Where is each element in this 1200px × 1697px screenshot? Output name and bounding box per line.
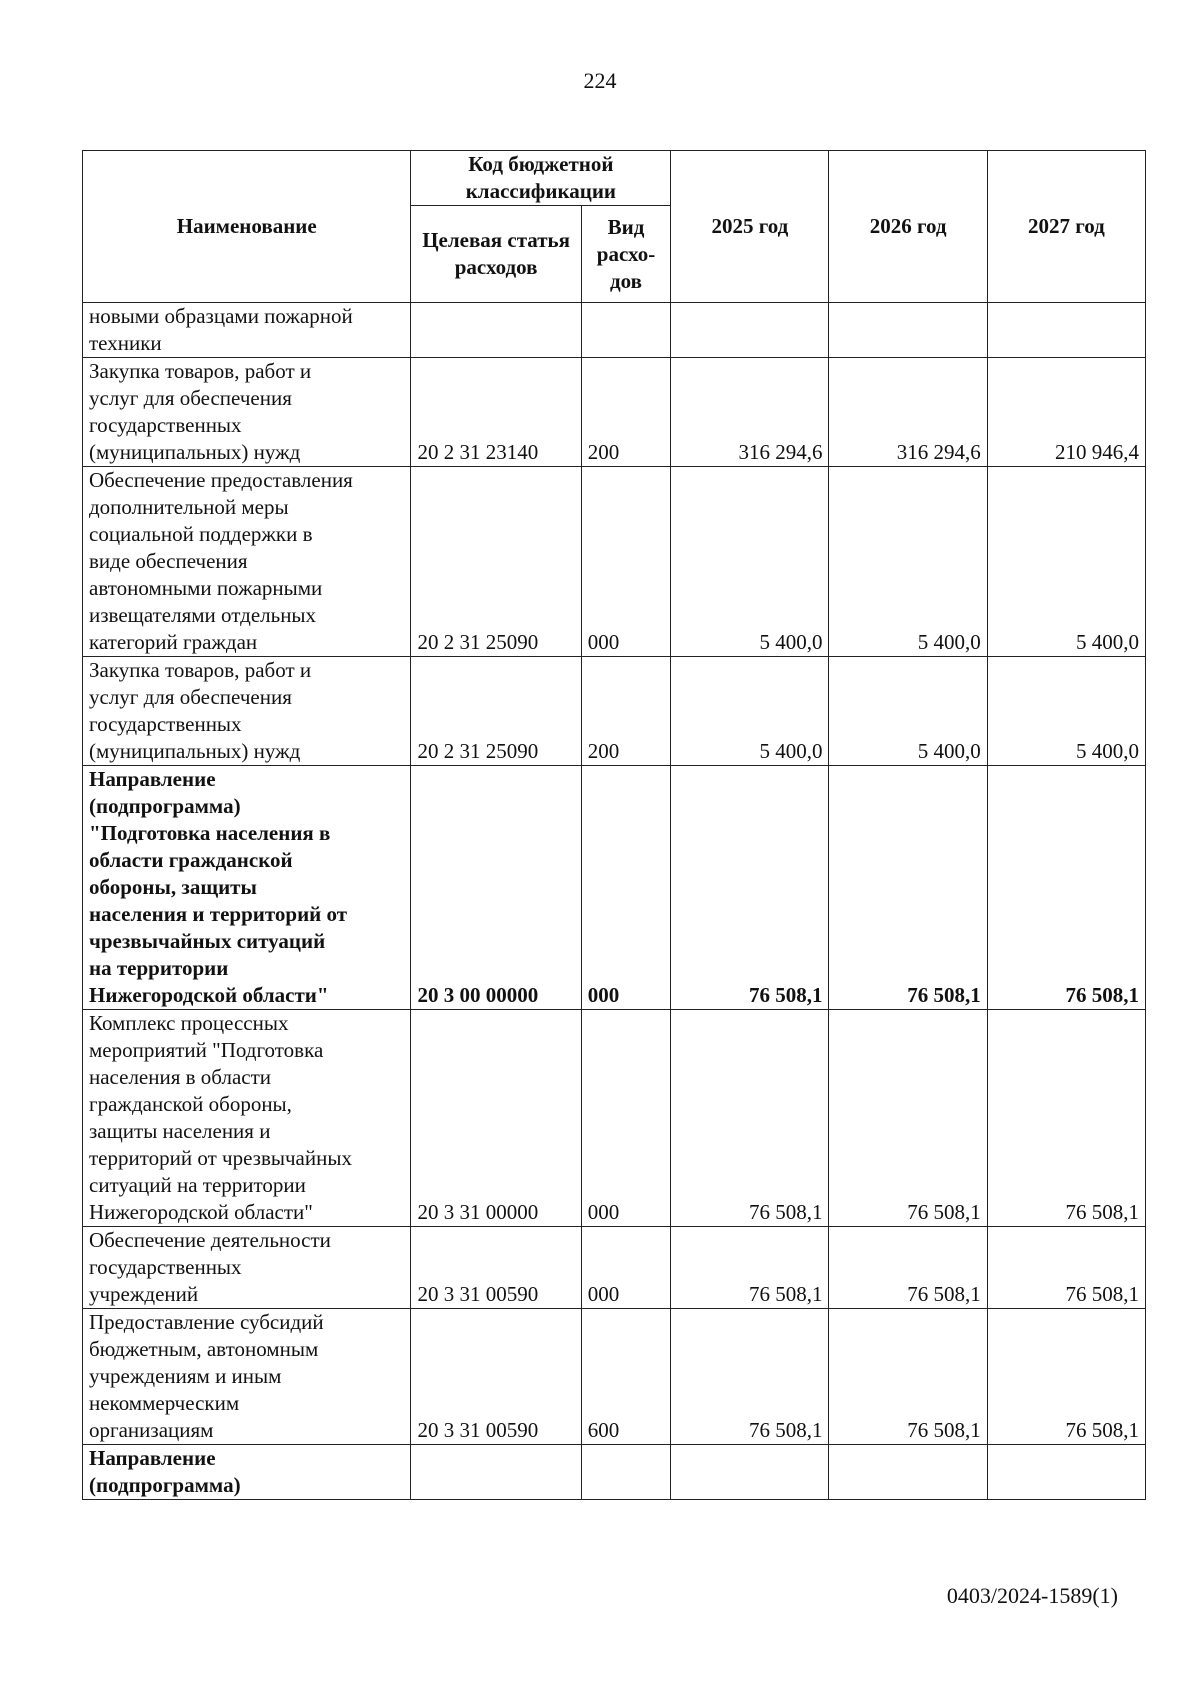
table-row [83, 766, 1146, 1010]
row-2025-value-cell: 316 294,6 [671, 358, 829, 467]
row-name-cell: новыми образцами пожарной техники [83, 303, 411, 358]
row-2025-value-cell: 76 508,1 [671, 1309, 829, 1445]
table-row [83, 1309, 1146, 1445]
row-2026-value-cell: 76 508,1 [829, 766, 987, 1010]
row-2025-value-cell: 5 400,0 [671, 467, 829, 657]
table-row [83, 1227, 1146, 1309]
table-row [83, 657, 1146, 766]
header-2027: 2027 год [987, 151, 1145, 303]
budget-table [82, 150, 1146, 1500]
row-expense-type-cell: 000 [581, 766, 671, 1010]
row-expense-type-cell: 000 [581, 467, 671, 657]
row-2026-value-cell: 76 508,1 [829, 1010, 987, 1227]
header-2026: 2026 год [829, 151, 987, 303]
row-2025-value-cell [671, 303, 829, 358]
table-row [83, 358, 1146, 467]
row-2026-value-cell: 5 400,0 [829, 467, 987, 657]
row-2025-value-cell: 76 508,1 [671, 1227, 829, 1309]
row-2027-value-cell: 76 508,1 [987, 766, 1145, 1010]
row-2026-value-cell: 5 400,0 [829, 657, 987, 766]
row-name-cell: Закупка товаров, работ и услуг для обеспечения государственных (муниципальных) нужд [83, 657, 411, 766]
row-2027-value-cell [987, 1445, 1145, 1500]
table-row [83, 467, 1146, 657]
row-expense-type-cell: 600 [581, 1309, 671, 1445]
header-expense-type: Вид расхо-дов [581, 206, 671, 303]
header-2025: 2025 год [671, 151, 829, 303]
row-name-cell: Направление (подпрограмма) "Подготовка населения в области гражданской обороны, защиты населения и территорий от чрезвычайных ситуаций на территории Нижегородской области" [83, 766, 411, 1010]
row-target-code-cell: 20 3 31 00590 [411, 1227, 581, 1309]
row-target-code-cell: 20 2 31 25090 [411, 657, 581, 766]
header-target-article: Целевая статья расходов [411, 206, 581, 303]
row-expense-type-cell: 200 [581, 657, 671, 766]
row-2026-value-cell: 76 508,1 [829, 1227, 987, 1309]
row-target-code-cell: 20 2 31 23140 [411, 358, 581, 467]
document-code: 0403/2024-1589(1) [946, 1583, 1118, 1608]
row-target-code-cell: 20 3 31 00000 [411, 1010, 581, 1227]
row-expense-type-cell: 000 [581, 1227, 671, 1309]
header-name: Наименование [83, 151, 411, 303]
row-2025-value-cell: 5 400,0 [671, 657, 829, 766]
table-row [83, 1010, 1146, 1227]
row-2026-value-cell: 76 508,1 [829, 1309, 987, 1445]
row-2026-value-cell [829, 303, 987, 358]
row-2027-value-cell: 5 400,0 [987, 467, 1145, 657]
row-2025-value-cell: 76 508,1 [671, 1010, 829, 1227]
row-target-code-cell [411, 303, 581, 358]
row-name-cell: Предоставление субсидий бюджетным, автономным учреждениям и иным некоммерческим организациям [83, 1309, 411, 1445]
row-name-cell: Направление (подпрограмма) [83, 1445, 411, 1500]
header-kbk: Код бюджетной классификации [411, 151, 671, 206]
page-number: 224 [583, 68, 617, 93]
row-2027-value-cell: 76 508,1 [987, 1309, 1145, 1445]
row-target-code-cell: 20 3 31 00590 [411, 1309, 581, 1445]
row-2027-value-cell: 76 508,1 [987, 1227, 1145, 1309]
row-2025-value-cell [671, 1445, 829, 1500]
row-name-cell: Комплекс процессных мероприятий "Подготовка населения в области гражданской обороны, защиты населения и территорий от чрезвычайных ситуаций на территории Нижегородской области" [83, 1010, 411, 1227]
row-target-code-cell: 20 3 00 00000 [411, 766, 581, 1010]
row-target-code-cell: 20 2 31 25090 [411, 467, 581, 657]
row-target-code-cell [411, 1445, 581, 1500]
table-row [83, 303, 1146, 358]
table-row [83, 1445, 1146, 1500]
row-expense-type-cell [581, 1445, 671, 1500]
row-2027-value-cell [987, 303, 1145, 358]
row-2027-value-cell: 76 508,1 [987, 1010, 1145, 1227]
row-expense-type-cell [581, 303, 671, 358]
row-name-cell: Обеспечение деятельности государственных учреждений [83, 1227, 411, 1309]
row-2026-value-cell [829, 1445, 987, 1500]
row-2027-value-cell: 5 400,0 [987, 657, 1145, 766]
row-name-cell: Закупка товаров, работ и услуг для обеспечения государственных (муниципальных) нужд [83, 358, 411, 467]
row-expense-type-cell: 200 [581, 358, 671, 467]
row-2026-value-cell: 316 294,6 [829, 358, 987, 467]
row-2027-value-cell: 210 946,4 [987, 358, 1145, 467]
row-name-cell: Обеспечение предоставления дополнительной меры социальной поддержки в виде обеспечения автономными пожарными извещателями отдельных категорий граждан [83, 467, 411, 657]
row-2025-value-cell: 76 508,1 [671, 766, 829, 1010]
row-expense-type-cell: 000 [581, 1010, 671, 1227]
